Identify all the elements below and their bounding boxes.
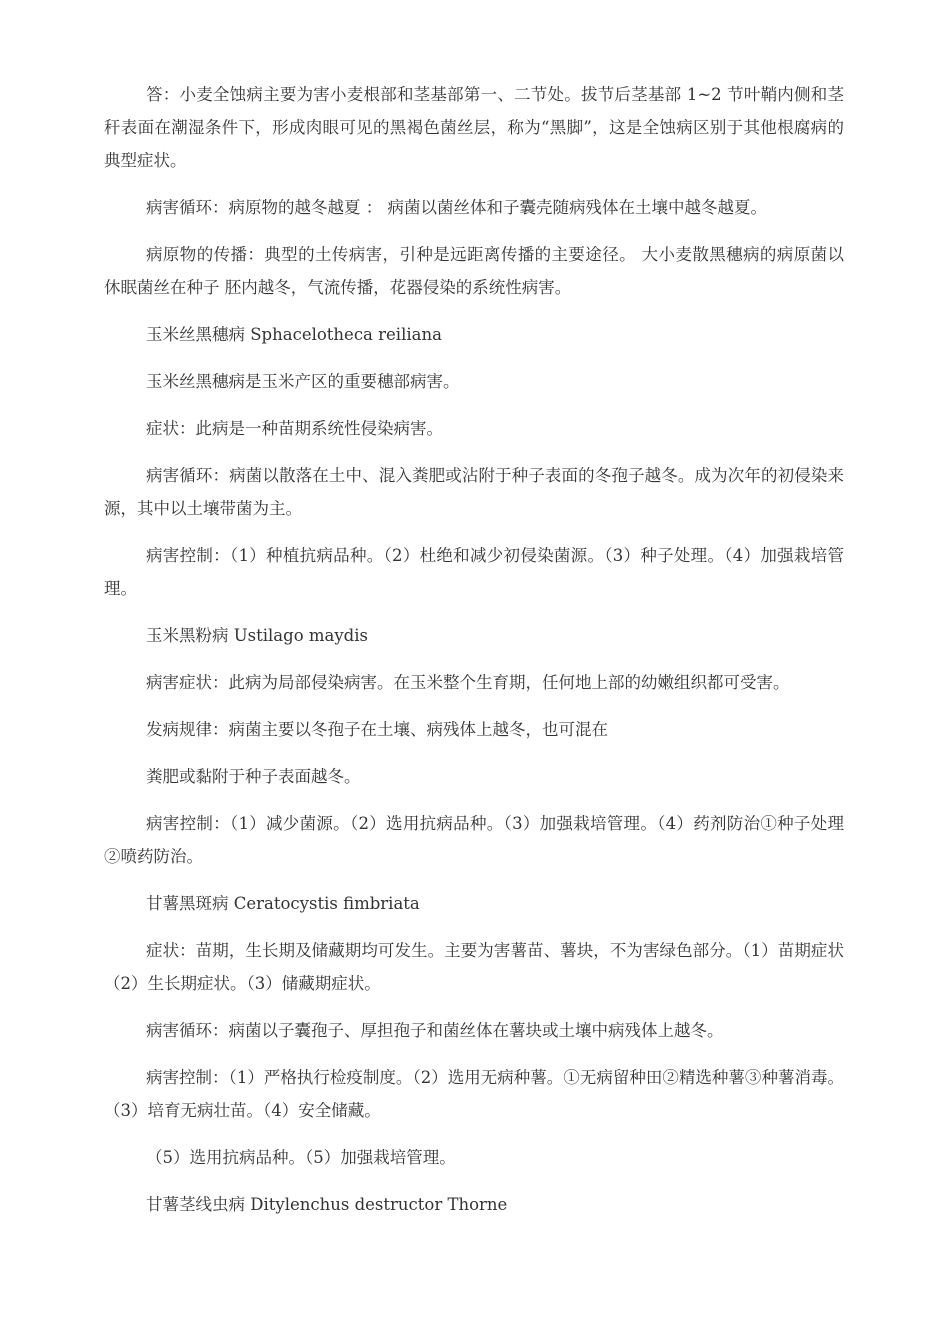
paragraph-pathogen-spread: 病原物的传播：典型的土传病害，引种是远距离传播的主要途径。 大小麦散黑穗病的病原菌以休眠菌丝在种子 胚内越冬，气流传播，花器侵染的系统性病害。 xyxy=(104,245,844,297)
paragraph-corn-head-smut-cycle: 病害循环：病菌以散落在土中、混入粪肥或沾附于种子表面的冬孢子越冬。成为次年的初侵染来源，其中以土壤带菌为主。 xyxy=(104,466,844,518)
heading-sweet-potato-black-rot: 甘薯黑斑病 Ceratocystis fimbriata xyxy=(146,894,420,913)
document-body xyxy=(104,78,844,1235)
paragraph-corn-smut-control: 病害控制：（1）减少菌源。（2）选用抗病品种。（3）加强栽培管理。（4）药剂防治①种子处理②喷药防治。 xyxy=(104,814,844,866)
paragraph-corn-head-smut-intro: 玉米丝黑穗病是玉米产区的重要穗部病害。 xyxy=(146,372,460,391)
paragraph-corn-smut-pattern-cont: 粪肥或黏附于种子表面越冬。 xyxy=(146,767,361,786)
paragraph-black-rot-cycle: 病害循环：病菌以子囊孢子、厚担孢子和菌丝体在薯块或土壤中病残体上越冬。 xyxy=(146,1021,724,1040)
paragraph-black-rot-control-cont: （5）选用抗病品种。（5）加强栽培管理。 xyxy=(146,1148,456,1167)
paragraph-corn-head-smut-symptom: 症状：此病是一种苗期系统性侵染病害。 xyxy=(146,419,443,438)
heading-corn-head-smut: 玉米丝黑穗病 Sphacelotheca reiliana xyxy=(146,325,442,344)
paragraph-disease-cycle: 病害循环：病原物的越冬越夏 ： 病菌以菌丝体和子囊壳随病残体在土壤中越冬越夏。 xyxy=(146,198,767,217)
paragraph-black-rot-symptom: 症状：苗期，生长期及储藏期均可发生。主要为害薯苗、薯块，不为害绿色部分。（1）苗期症状（2）生长期症状。（3）储藏期症状。 xyxy=(104,941,844,993)
paragraph-corn-head-smut-control: 病害控制：（1）种植抗病品种。（2）杜绝和减少初侵染菌源。（3）种子处理。（4）加强栽培管理。 xyxy=(104,546,844,598)
heading-corn-smut: 玉米黑粉病 Ustilago maydis xyxy=(146,626,368,645)
paragraph-answer-wheat-take-all: 答：小麦全蚀病主要为害小麦根部和茎基部第一、二节处。拔节后茎基部 1~2 节叶鞘内侧和茎秆表面在潮湿条件下，形成肉眼可见的黑褐色菌丝层，称为“黑脚”，这是全蚀病区别于其他根腐病的典型症状。 xyxy=(104,85,844,170)
heading-sweet-potato-stem-nematode: 甘薯茎线虫病 Ditylenchus destructor Thorne xyxy=(146,1195,508,1214)
paragraph-black-rot-control: 病害控制：（1）严格执行检疫制度。（2）选用无病种薯。①无病留种田②精选种薯③种薯消毒。（3）培育无病壮苗。（4）安全储藏。 xyxy=(104,1068,844,1120)
paragraph-corn-smut-symptom: 病害症状：此病为局部侵染病害。在玉米整个生育期，任何地上部的幼嫩组织都可受害。 xyxy=(146,673,790,692)
paragraph-corn-smut-pattern: 发病规律：病菌主要以冬孢子在土壤、病残体上越冬，也可混在 xyxy=(146,720,608,739)
